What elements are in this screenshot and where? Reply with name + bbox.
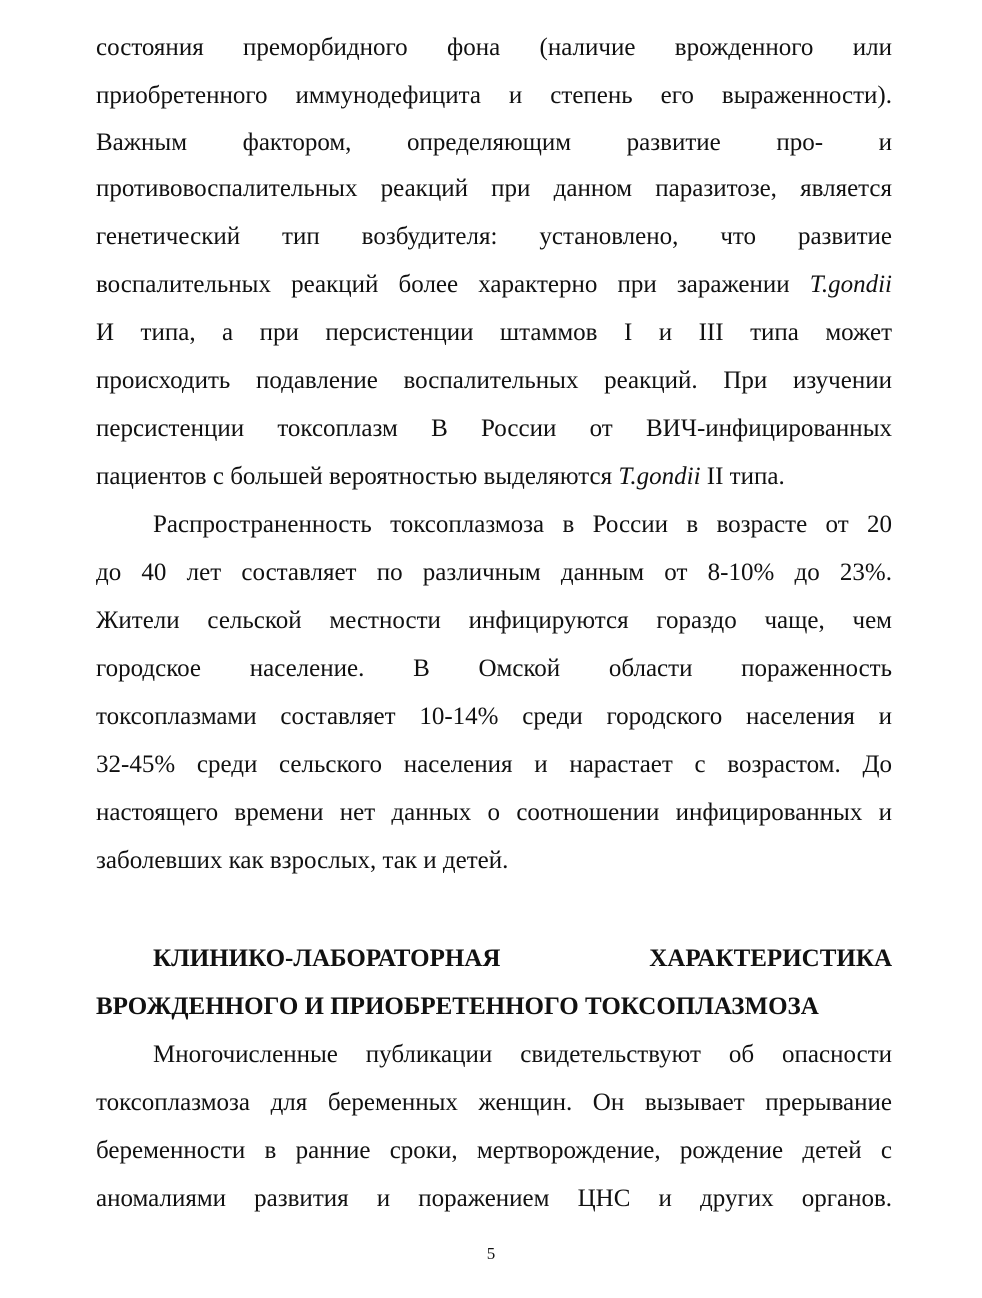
text-line: 32-45% среди сельского населения и нарастает с возрастом. До (96, 751, 892, 778)
text-line: токсоплазмами составляет 10-14% среди городского населения и (96, 703, 892, 730)
text-line: происходить подавление воспалительных реакций. При изучении (96, 367, 892, 394)
page-number: 5 (486, 1244, 496, 1263)
text-line: аномалиями развития и поражением ЦНС и других органов. (96, 1185, 892, 1212)
text-line: противовоспалительных реакций при данном паразитозе, является (96, 175, 892, 202)
text-line: Жители сельской местности инфицируются гораздо чаще, чем (96, 607, 892, 634)
text-line: беременности в ранние сроки, мертворождение, рождение детей с (96, 1137, 892, 1164)
species-name: T.gondii (618, 463, 701, 490)
text-line: настоящего времени нет данных о соотношении инфицированных и (96, 799, 892, 826)
heading-line: ВРОЖДЕННОГО И ПРИОБРЕТЕННОГО ТОКСОПЛАЗМОЗА (96, 993, 819, 1020)
text-line: состояния преморбидного фона (наличие врожденного или (96, 34, 892, 61)
text-line: городское население. В Омской области пораженность (96, 655, 892, 682)
text-line: приобретенного иммунодефицита и степень его выраженности). (96, 82, 892, 109)
text-line: до 40 лет составляет по различным данным от 8-10% до 23%. (96, 559, 892, 586)
text-line: персистенции токсоплазм В России от ВИЧ-инфицированных (96, 415, 892, 442)
text-line: Многочисленные публикации свидетельствуют об опасности (153, 1041, 892, 1068)
text-line: воспалительных реакций более характерно при заражении T.gondii (96, 271, 892, 298)
text-line: И типа, а при персистенции штаммов I и III типа может (96, 319, 892, 346)
text-line: пациентов с большей вероятностью выделяются T.gondii II типа. (96, 463, 785, 490)
text-line: Важным фактором, определяющим развитие про- и (96, 129, 892, 156)
heading-line: КЛИНИКО-ЛАБОРАТОРНАЯ ХАРАКТЕРИСТИКА (153, 945, 892, 972)
text-line: генетический тип возбудителя: установлено, что развитие (96, 223, 892, 250)
text-line: токсоплазмоза для беременных женщин. Он вызывает прерывание (96, 1089, 892, 1116)
species-name: T.gondii (809, 271, 892, 298)
text-line: заболевших как взрослых, так и детей. (96, 847, 509, 874)
text-line: Распространенность токсоплазмоза в России в возрасте от 20 (153, 511, 892, 538)
